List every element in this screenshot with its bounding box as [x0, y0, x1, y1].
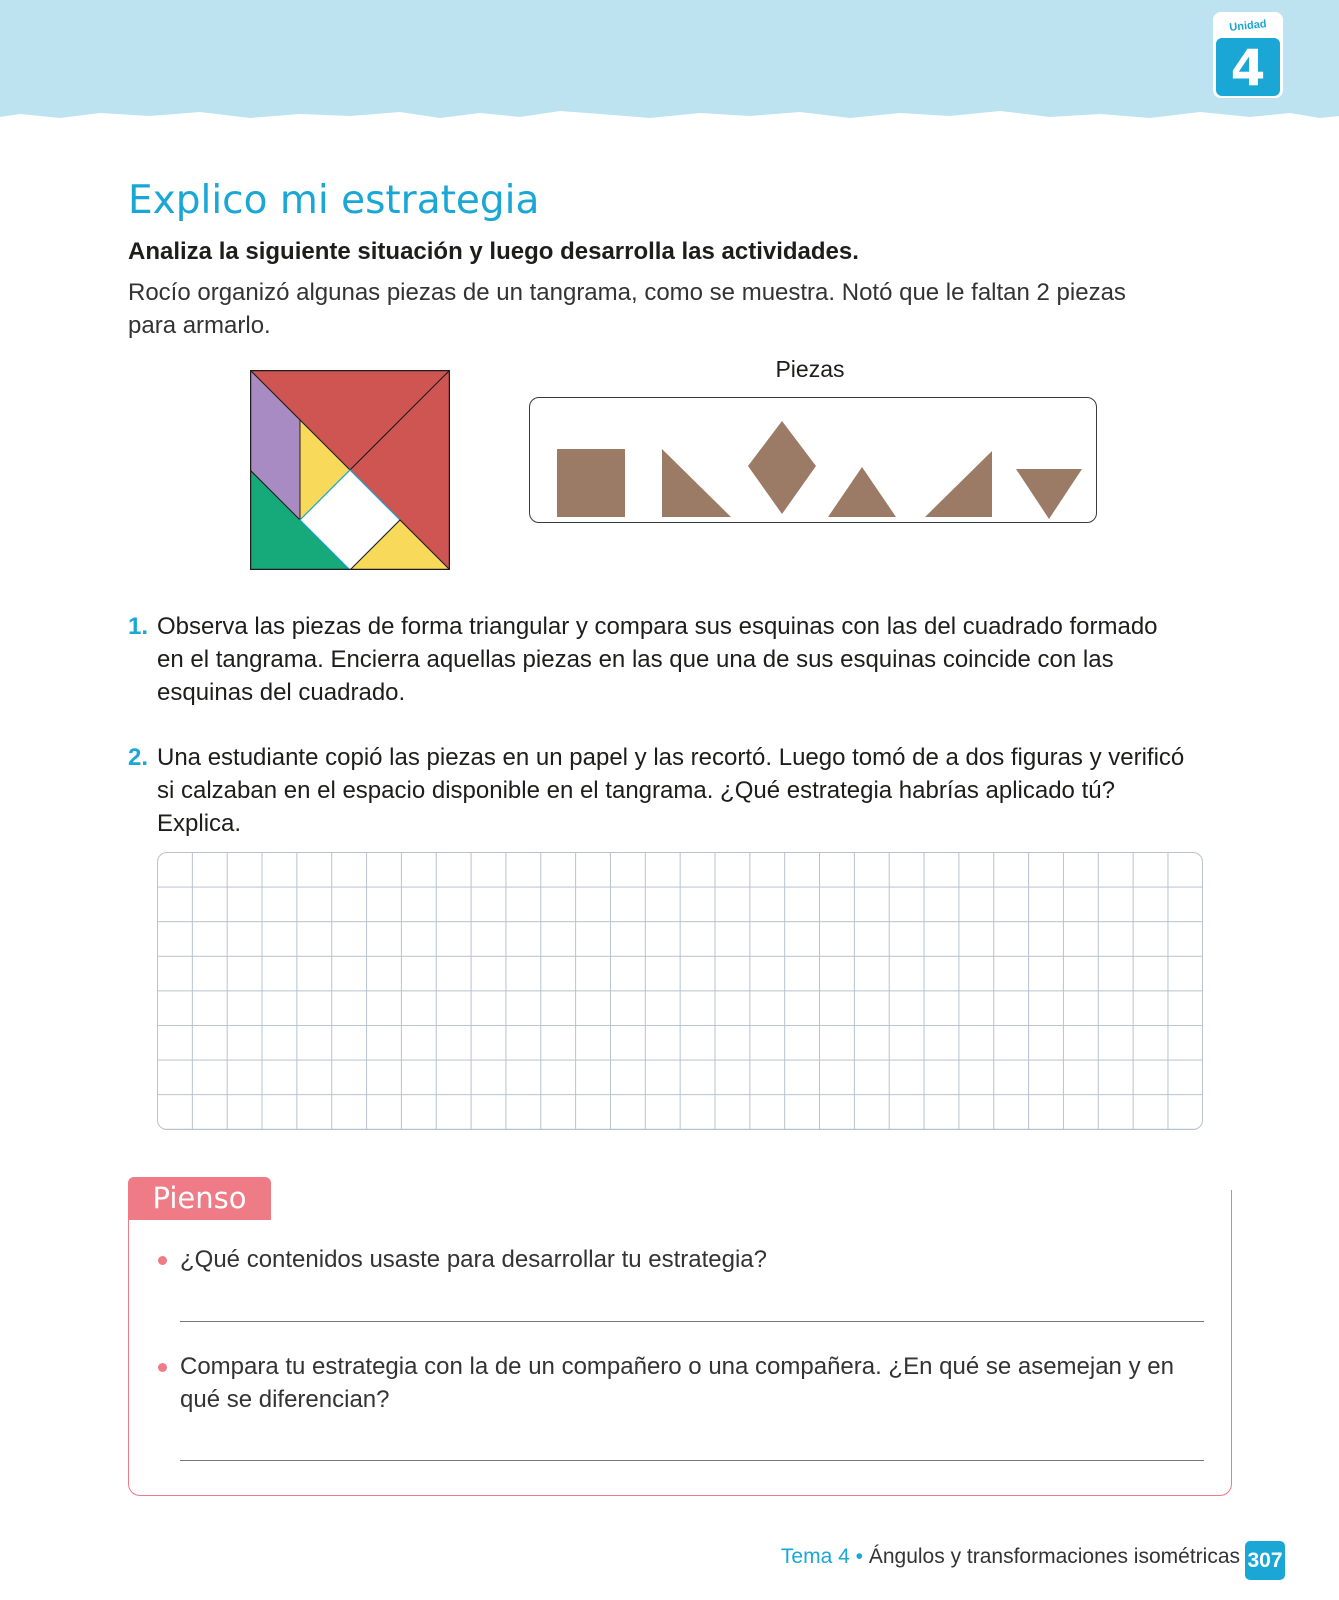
- piece-right-triangle: [662, 449, 731, 517]
- pienso-box: [128, 1190, 1232, 1496]
- intro-text: Rocío organizó algunas piezas de un tangrama, como se muestra. Notó que le faltan 2 piezas para armarlo.: [128, 279, 1126, 339]
- pienso-label: Pienso: [152, 1181, 247, 1215]
- piece-right-triangle-2: [925, 451, 992, 517]
- bullet-icon: [158, 1256, 167, 1265]
- activity-1-number: 1.: [128, 613, 149, 640]
- pienso-question-2: [158, 1350, 1208, 1416]
- pienso-question-1-text: ¿Qué contenidos usaste para desarrollar tu estrategia?: [180, 1246, 768, 1273]
- activity-1-text: Observa las piezas de forma triangular y compara sus esquinas con las del cuadrado formado en el tangrama. Encierra aquellas piezas en las que una de sus esquinas coincide con las esquinas del cuadrado.: [157, 613, 1158, 706]
- footer-topic: Tema 4: [780, 1545, 850, 1568]
- activity-2-number: 2.: [128, 744, 149, 771]
- unit-label: Unidad: [1228, 18, 1268, 34]
- footer: [780, 1545, 1240, 1569]
- activity-2: [128, 741, 1188, 840]
- footer-subject: Ángulos y transformaciones isométricas: [868, 1545, 1240, 1568]
- pienso-tab: [128, 1177, 271, 1220]
- pieces-title: Piezas: [775, 356, 845, 382]
- answer-line-1[interactable]: [180, 1321, 1204, 1322]
- pienso-question-2-text: Compara tu estrategia con la de un compañero o una compañera. ¿En qué se asemejan y en qué se diferencian?: [180, 1353, 1174, 1413]
- answer-line-2[interactable]: [180, 1460, 1204, 1461]
- section-title: Explico mi estrategia: [128, 178, 540, 223]
- activity-2-text: Una estudiante copió las piezas en un papel y las recortó. Luego tomó de a dos figuras y verificó si calzaban en el espacio disponible en el tangrama. ¿Qué estrategia habrías aplicado tú? Explica.: [157, 744, 1185, 837]
- footer-separator: •: [855, 1545, 863, 1568]
- pienso-question-1: [158, 1243, 1208, 1276]
- header-band: [0, 0, 1339, 125]
- piece-inverted-triangle: [1016, 469, 1082, 519]
- activity-1: [128, 610, 1188, 709]
- piece-rhombus: [748, 421, 816, 514]
- piece-square: [557, 449, 625, 517]
- unit-tab: [1213, 12, 1283, 98]
- page-number: 307: [1245, 1541, 1285, 1580]
- pieces-shapes: [529, 397, 1097, 523]
- unit-number: 4: [1230, 39, 1266, 97]
- grid-answer-area[interactable]: [157, 852, 1203, 1130]
- tangram-figure: [250, 370, 450, 570]
- instruction-text: Analiza la siguiente situación y luego desarrolla las actividades.: [128, 238, 859, 265]
- piece-isosceles-triangle: [828, 467, 896, 517]
- bullet-icon: [158, 1363, 167, 1372]
